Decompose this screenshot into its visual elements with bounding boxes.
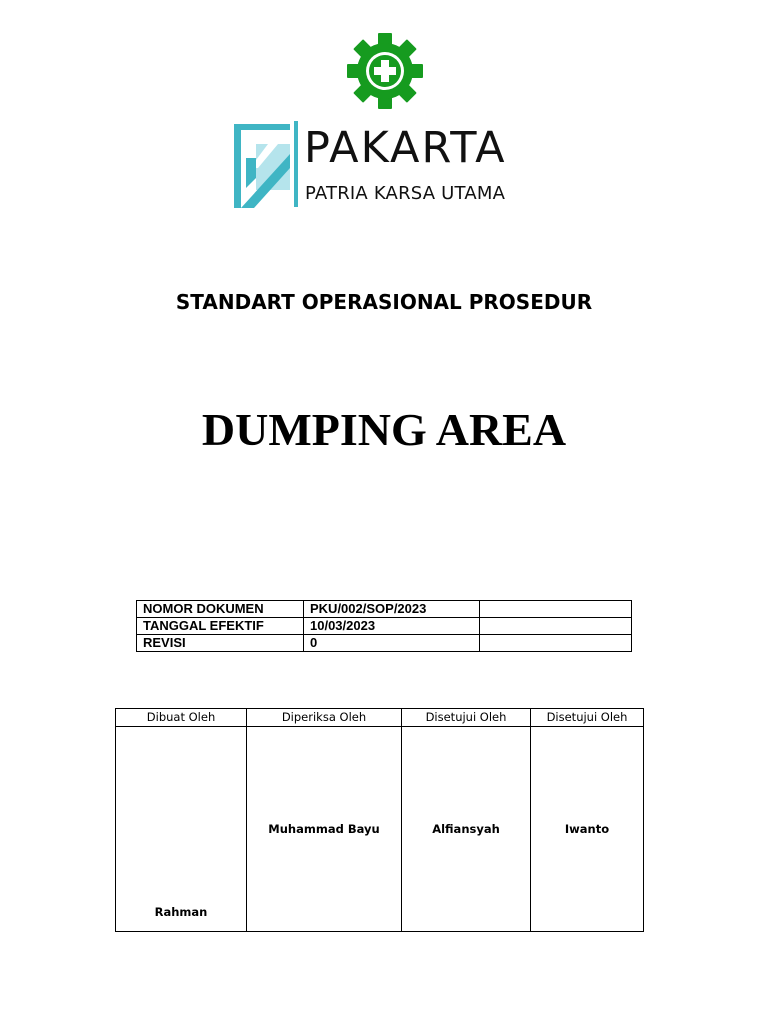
meta-value: PKU/002/SOP/2023 [304,601,480,618]
meta-extra [480,618,632,635]
document-meta-table [136,600,632,652]
meta-label: REVISI [137,635,304,652]
meta-label: TANGGAL EFEKTIF [137,618,304,635]
table-header-row [116,709,644,727]
signer-name-disetujui-2: Iwanto [531,727,644,932]
header-dibuat: Dibuat Oleh [116,709,247,727]
meta-extra [480,635,632,652]
brand-divider [294,121,298,207]
signer-name-dibuat: Rahman [116,727,247,932]
meta-label: NOMOR DOKUMEN [137,601,304,618]
meta-value: 0 [304,635,480,652]
signer-name-disetujui-1: Alfiansyah [402,727,531,932]
table-row [137,601,632,618]
table-row [116,727,644,932]
meta-extra [480,601,632,618]
header-disetujui-1: Disetujui Oleh [402,709,531,727]
table-row [137,618,632,635]
header-disetujui-2: Disetujui Oleh [531,709,644,727]
document-kind: STANDART OPERASIONAL PROSEDUR [175,290,593,314]
pakarta-brand-logo [234,121,534,211]
meta-value: 10/03/2023 [304,618,480,635]
k3-safety-gear-icon [347,33,423,109]
table-row [137,635,632,652]
brand-subtitle: PATRIA KARSA UTAMA [305,183,506,204]
approval-signature-table [115,708,644,932]
brand-name: PAKARTA [304,123,507,173]
document-title: DUMPING AREA [201,404,567,455]
pakarta-brand-mark-icon [234,124,290,208]
header-diperiksa: Diperiksa Oleh [247,709,402,727]
signer-name-diperiksa: Muhammad Bayu [247,727,402,932]
